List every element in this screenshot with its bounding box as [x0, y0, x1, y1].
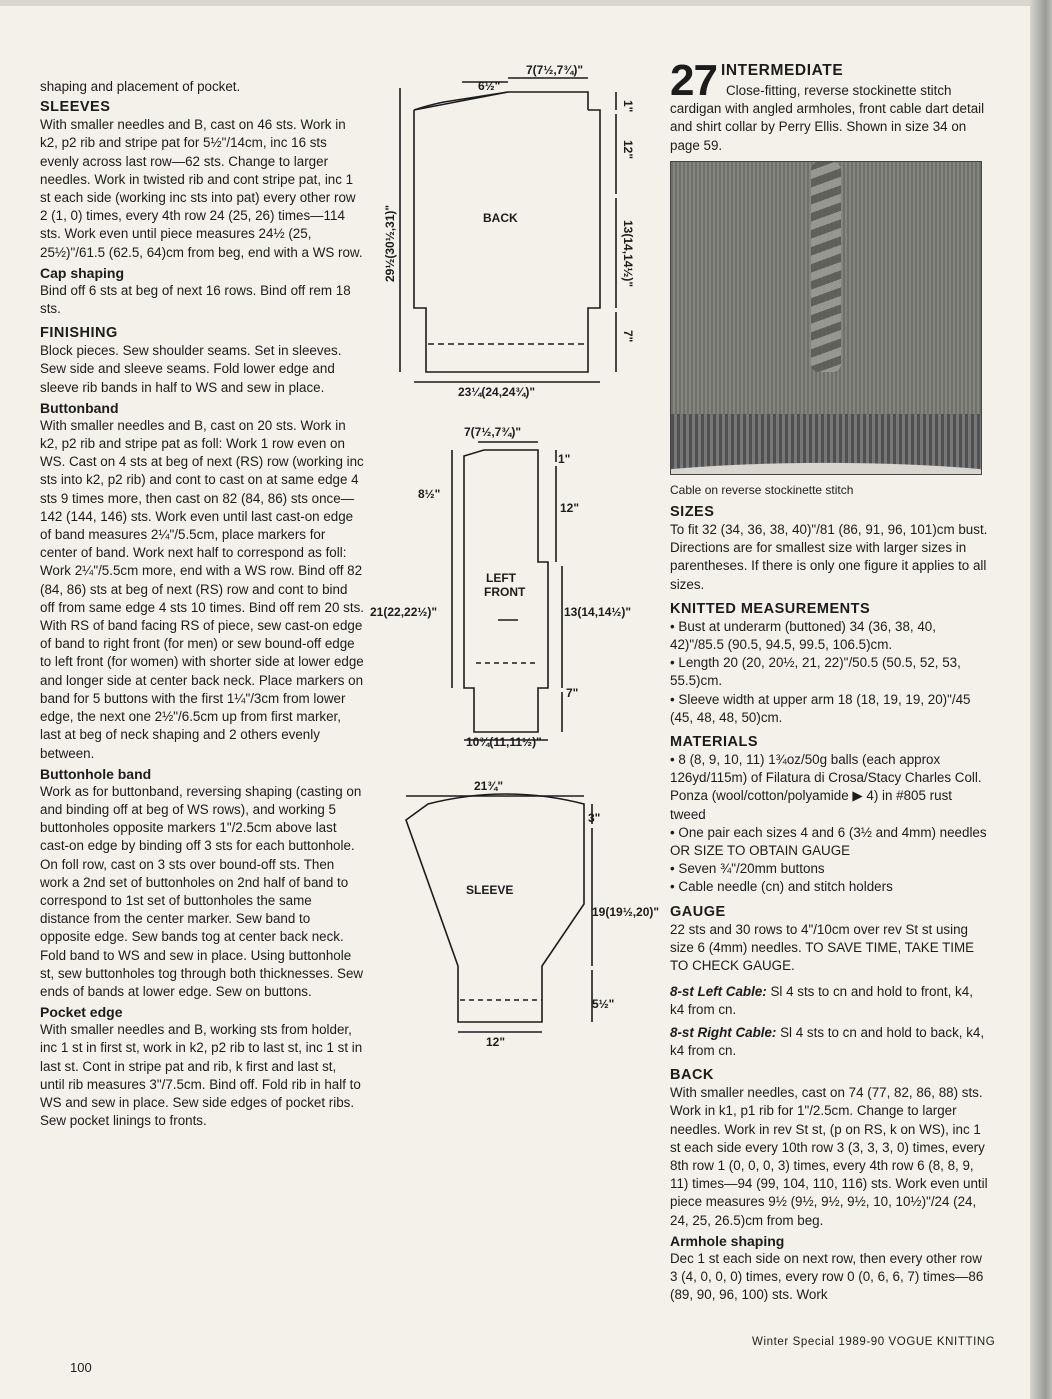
- armhole-shaping-text: Dec 1 st each side on next row, then every other row 3 (4, 0, 0, 0) times, every row 0 (0, 6, 6, 7) times—86 (89, 90, 96, 100) sts. Work: [670, 1250, 984, 1303]
- heading-back: BACK: [670, 1067, 714, 1084]
- back-top-right-measure: 7(7½,7¾)": [526, 63, 584, 77]
- sleeve-cuff-measure: 5½": [592, 997, 615, 1011]
- gauge-text: 22 sts and 30 rows to 4"/10cm over rev St st using size 6 (4mm) needles. TO SAVE TIME, TAKE TIME TO CHECK GAUGE.: [670, 921, 975, 974]
- heading-gauge: GAUGE: [670, 903, 726, 920]
- back-top-left-measure: 6½": [478, 79, 501, 93]
- right-cable-label: 8-st Right Cable:: [670, 1024, 777, 1040]
- front-label-line2: FRONT: [484, 585, 526, 599]
- sleeve-top-measure: 21¾": [474, 779, 504, 793]
- continued-text: shaping and placement of pocket.: [40, 79, 241, 94]
- heading-sizes: SIZES: [670, 504, 715, 521]
- material-cable-needle: • Cable needle (cn) and stitch holders: [670, 879, 893, 895]
- sleeve-label: SLEEVE: [466, 883, 514, 897]
- material-buttons: • Seven ¾"/20mm buttons: [670, 861, 825, 877]
- sleeve-width-measure: 12": [486, 1035, 506, 1049]
- sleeve-cap-measure: 3": [588, 811, 601, 825]
- front-armhole-measure: 12": [560, 501, 580, 515]
- measure-length: • Length 20 (20, 20½, 21, 22)"/50.5 (50.5, 52, 53, 55.5)cm.: [670, 655, 961, 689]
- front-width-measure: 10¾(11,11½)": [466, 735, 542, 749]
- buttonhole-band-text: Work as for buttonband, reversing shaping (casting on and binding off at beg of WS rows), and working 5 buttonholes opposite markers 1"/2.5cm above last cast-on edge by binding off 3 sts for each buttonhole. On foll row, cast on 3 sts over bound-off sts. Then work a 2nd set of buttonholes on 2nd half of band to correspond to 1st set of buttonholes the same distance from the center marker. Sew band to opposite edge. Sew bands tog at center back neck. Fold band to WS and sew in place. Using buttonhole st, sew buttonholes tog through both thicknesses. Sew ends of bands at lower edge. Sew on buttons.: [40, 783, 364, 999]
- buttonband-text: With smaller needles and B, cast on 20 sts. Work in k2, p2 rib and stripe pat as foll: Work 1 row even on WS. Cast on 4 sts at beg of next (RS) row (working inc sts into k2, p2 rib) and cont to cast on at same edge 4 sts 9 times more, then cast on 82 (84, 86) sts once—142 (144, 146) sts. Work even until last cast-on edge of band measures 2¼"/5.5cm, place markers for center of band. Work next half to correspond as foll: Work 2¼"/5.5cm more, end with a WS row. Bind off 82 (84, 86) sts at beg of next (RS) row and cont to bind off from same edge 4 sts 10 times. Bind off rem 20 sts. With RS of band facing RS of piece, sew cast-on edge of band to right front (for men) or sew bound-off edge to left front (for women) with shorter side at lower edge and longer side at center back neck. Place markers on band for 5 buttons with the first 1¼"/3cm from lower edge, the next one 2½"/6.5cm up from first marker, last at beg of neck shaping and 2 others evenly between.: [40, 417, 365, 761]
- back-length-measure: 29½(30½,31)": [383, 204, 397, 282]
- cap-shaping-text: Bind off 6 sts at beg of next 16 rows. Bind off rem 18 sts.: [40, 282, 351, 317]
- page-binding-edge: [1030, 0, 1052, 1399]
- rib-edge: [671, 414, 981, 474]
- heading-cap-shaping: Cap shaping: [40, 264, 125, 281]
- front-top-measure: 7(7½,7¾)": [464, 425, 522, 439]
- magazine-footer: Winter Special 1989-90 VOGUE KNITTING: [752, 1336, 996, 1348]
- material-needles: • One pair each sizes 4 and 6 (3½ and 4mm) needles OR SIZE TO OBTAIN GAUGE: [670, 824, 987, 859]
- heading-buttonband: Buttonband: [40, 399, 119, 416]
- back-schematic: [400, 78, 616, 382]
- cable-detail: [811, 162, 841, 372]
- material-yarn: • 8 (8, 9, 10, 11) 1¾oz/50g balls (each approx 126yd/115m) of Filatura di Crosa/Stacy Charles Coll. Ponza (wool/cotton/polyamide ▶ 4) in #805 rust tweed: [670, 752, 982, 822]
- back-shoulder-measure: 1": [621, 100, 635, 113]
- front-length-measure: 21(22,22½)": [370, 605, 438, 619]
- left-cable-text: Sl 4 sts to cn and hold to front, k4, k4 from cn.: [670, 984, 973, 1018]
- heading-armhole-shaping: Armhole shaping: [670, 1232, 785, 1249]
- schematic-svg: [366, 60, 666, 1060]
- heading-materials: MATERIALS: [670, 734, 759, 751]
- cable-stitch-photo: [670, 161, 982, 475]
- back-armhole-measure: 12": [621, 140, 635, 160]
- front-side-measure: 13(14,14½)": [564, 605, 632, 619]
- heading-buttonhole-band: Buttonhole band: [40, 765, 152, 782]
- heading-pocket-edge: Pocket edge: [40, 1004, 123, 1021]
- heading-knitted-measurements: KNITTED MEASUREMENTS: [670, 600, 871, 617]
- sleeve-length-measure: 19(19½,20)": [592, 905, 660, 919]
- page-number: 100: [70, 1360, 92, 1375]
- back-width-measure: 23¼(24,24¾)": [458, 385, 536, 399]
- pattern-level: INTERMEDIATE: [720, 62, 844, 79]
- pattern-intro: Close-fitting, reverse stockinette stitch cardigan with angled armholes, front cable dart detail and shirt collar by Perry Ellis. Shown in size 34 on page 59.: [670, 83, 985, 153]
- left-column: [40, 78, 364, 1130]
- left-cable-def: [670, 983, 990, 1019]
- front-shoulder-measure: 1": [558, 452, 571, 466]
- front-rib-measure: 7": [566, 686, 579, 700]
- finishing-text: Block pieces. Sew shoulder seams. Set in sleeves. Sew side and sleeve seams. Fold lower edge and sleeve rib bands in half to WS and sew in place.: [40, 343, 342, 395]
- right-cable-text: Sl 4 sts to cn and hold to back, k4, k4 from cn.: [670, 1024, 985, 1058]
- pattern-number: 27: [670, 56, 717, 105]
- back-label: BACK: [483, 211, 518, 225]
- back-side-measure: 13(14,14½)": [621, 220, 635, 288]
- pocket-edge-text: With smaller needles and B, working sts from holder, inc 1 st in first st, work in k2, p2 rib to last st, inc 1 st in last st. Cont in stripe pat and rib, k first and last st, until rib measures 3"/7.5cm. Bind off. Fold rib in half to WS and sew in place. Sew side edges of pocket ribs. Sew pocket linings to fronts.: [40, 1022, 363, 1129]
- photo-caption: Cable on reverse stockinette stitch: [670, 482, 854, 497]
- schematic-diagrams: [366, 60, 666, 1060]
- sleeves-text: With smaller needles and B, cast on 46 sts. Work in k2, p2 rib and stripe pat for 5½"/14cm, inc 16 sts evenly across last row—62 sts. Change to larger needles. Work in twisted rib and cont stripe pat, inc 1 st each side (working inc sts into pat) every other row 2 (1, 0) times, every 4th row 24 (25, 26) times—114 sts. Work even until piece measures 24½ (25, 25½)"/61.5 (62.5, 64)cm from beg, end with a WS row.: [40, 117, 363, 260]
- right-cable-def: [670, 1024, 990, 1060]
- front-neck-measure: 8½": [418, 487, 441, 501]
- measure-bust: • Bust at underarm (buttoned) 34 (36, 38, 40, 42)"/85.5 (90.5, 94.5, 99.5, 106.5)cm.: [670, 618, 936, 653]
- heading-finishing: FINISHING: [40, 325, 118, 342]
- sizes-text: To fit 32 (34, 36, 38, 40)"/81 (86, 91, 96, 101)cm bust. Directions are for smallest size with larger sizes in parentheses. If there is only one figure it applies to all sizes.: [670, 522, 988, 592]
- back-rib-measure: 7": [621, 330, 635, 343]
- page-top-edge: [0, 0, 1030, 6]
- front-label-line1: LEFT: [486, 571, 516, 585]
- left-cable-label: 8-st Left Cable:: [670, 984, 767, 1000]
- sleeve-schematic: [406, 794, 592, 1032]
- back-text: With smaller needles, cast on 74 (77, 82, 86, 88) sts. Work in k1, p1 rib for 1"/2.5cm. Change to larger needles. Work in rev St st, (p on RS, k on WS), inc 1 st each side every 10th row 3 (3, 3, 3, 0) times, every 8th row 1 (0, 0, 0, 3) times, every 4th row 6 (8, 8, 9, 11) times—94 (99, 104, 110, 116) sts. Work even until piece measures 9½ (9½, 9½, 9½, 10, 10½)"/24 (24, 24, 25, 26.5)cm from beg.: [670, 1085, 988, 1228]
- heading-sleeves: SLEEVES: [40, 99, 111, 116]
- right-column: [670, 56, 990, 1304]
- measure-sleeve: • Sleeve width at upper arm 18 (18, 19, 19, 20)"/45 (45, 48, 48, 50)cm.: [670, 691, 971, 725]
